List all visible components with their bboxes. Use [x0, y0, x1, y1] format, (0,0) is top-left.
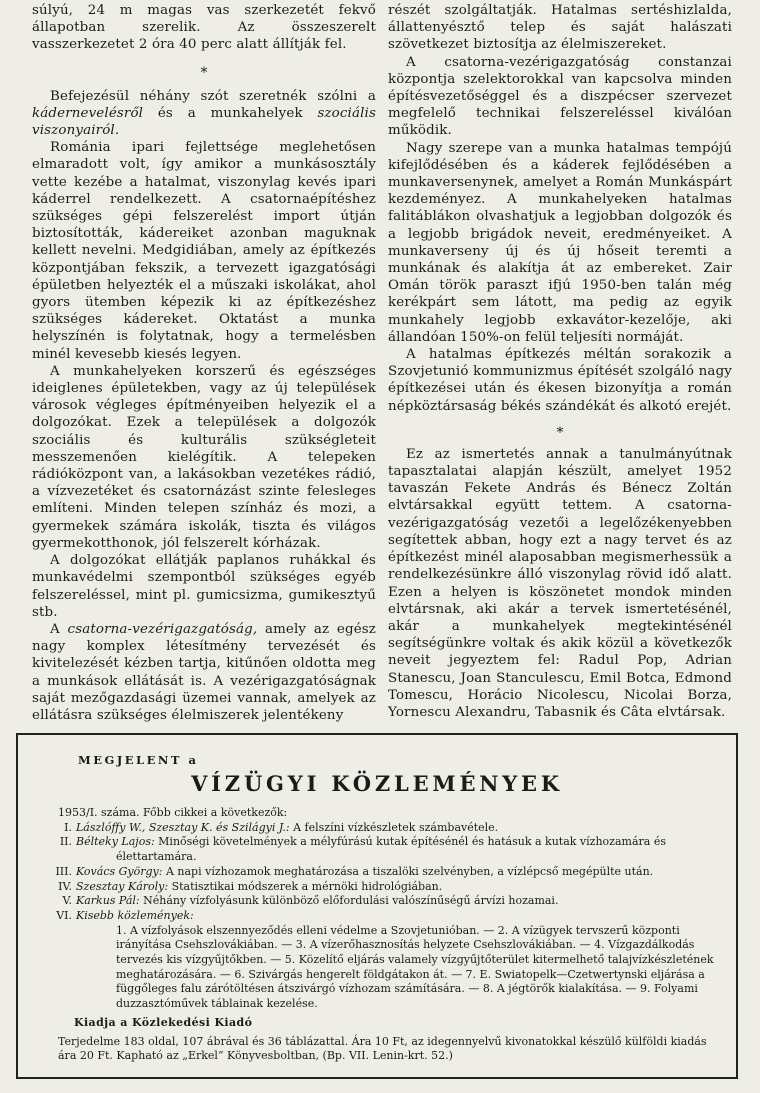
- emphasis: kádernevelésről: [32, 105, 144, 121]
- item-author: Kovács György:: [76, 864, 163, 878]
- emphasis: szociális viszonyairól.: [32, 105, 376, 139]
- item-title: A felszíni vízkészletek számbavétele.: [293, 820, 499, 834]
- item-author: Szesztay Károly:: [76, 879, 169, 893]
- price-footer: Terjedelme 183 oldal, 107 ábrával és 36 táblázattal. Ára 10 Ft, az idegennyelvű kivonatokkal készülő külföldi kiadás ára 20 Ft. Kapható az „Erkel” Könyvesboltban, (Bp. VII. Lenin-krt. 52.): [58, 1034, 707, 1063]
- contents-list: [55, 806, 722, 1064]
- right-column: [388, 2, 732, 724]
- paragraph: A csatorna-vezérigazgatóság constanzai központja szelektorokkal van kapcsolva minden építésvezetőséggel és a diszpécser szervezet megfelelő technikai felszereléssel kiválóan működik.: [388, 54, 732, 139]
- paragraph: Románia ipari fejlettsége meglehetősen elmaradott volt, így amikor a munkásosztály vette kezébe a hatalmat, viszonylag kevés ipari káderrel rendelkezett. A csatornaépítéshez szükséges gépi felszerelést import útján biztosították, kádereiket azonban maguknak kellett nevelni. Medgidiában, amely az építkezés központjában fekszik, a tervezett igazgatósági épületben helyezték el a műszaki iskolákat, ahol gyors ütemben képezik ki az építkezéshez szükséges kádereket. Oktatást a munka helyszínén is folytatnak, hogy a termelésben minél kevesebb kiesés legyen.: [32, 140, 376, 362]
- item-author: Karkus Pál:: [76, 894, 140, 908]
- paragraph: [32, 88, 376, 140]
- section-separator: *: [200, 64, 208, 81]
- item-number: I.: [64, 820, 72, 834]
- left-column: [32, 2, 376, 724]
- article-item: [58, 880, 722, 895]
- paragraph: A hatalmas építkezés méltán sorakozik a Szovjetunió kommunizmus építését szolgáló nagy építkezései után és ékesen bizonyítja a román népköztársaság békés szándékát és alkotó erejét.: [388, 347, 732, 414]
- journal-title: VÍZÜGYI KÖZLEMÉNYEK: [191, 771, 563, 796]
- section-separator: *: [556, 424, 564, 441]
- paragraph: súlyú, 24 m magas vas szerkezetét fekvő állapotban szerelik. Az összeszerelt vasszerkezetet 2 óra 40 perc alatt állítják fel.: [32, 3, 376, 53]
- article-item: [58, 894, 722, 909]
- item-number: IV.: [58, 879, 72, 893]
- item-number: III.: [55, 864, 72, 878]
- item-title: A napi vízhozamok meghatározása a tiszalöki szelvényben, a vízlépcső megépülte után.: [165, 864, 654, 878]
- publication-announcement-box: [16, 733, 738, 1079]
- item-number: II.: [59, 835, 72, 849]
- item-number: V.: [62, 894, 72, 908]
- item-title: Néhány vízfolyásunk különböző előfordulási valószínűségű árvízi hozamai.: [143, 894, 559, 908]
- article-items: [55, 820, 722, 909]
- announcement-label: MEGJELENT a: [78, 753, 199, 767]
- item-author: Bélteky Lajos:: [76, 835, 155, 849]
- article-item: [58, 835, 722, 864]
- article-item: [58, 821, 722, 836]
- article-columns: [32, 2, 732, 724]
- paragraph: A dolgozókat ellátják paplanos ruhákkal és munkavédelmi szempontból szükséges egyéb felszereléssel, mint pl. gumicsizma, gumikesztyű stb.: [32, 553, 376, 620]
- text-run: amely az egész nagy komplex létesítmény tervezését és kivitelezését kézben tartja, kitűnően oldotta meg a munkások ellátását is. A vezérigazgatóságnak saját mezőgazdasági üzemei vannak, amelyek az ellátásra szükséges élelmiszerek jelentékeny: [32, 621, 377, 723]
- paragraph: A munkahelyeken korszerű és egészséges ideiglenes épületekben, vagy az új települések városok végleges építményeiben helyezik el a dolgozókat. Ezek a települések a dolgozók szociális és kulturális szükségleteit messzemenően kielégítik. A telepeken rádióközpont van, a lakásokban vezetékes rádió, a vízvezetéket és csatornázást szinte felesleges említeni. Minden telepen színház és mozi, a gyermekek számára iskolák, tiszta és világos gyermekotthonok, jól felszerelt kórházak.: [32, 363, 376, 551]
- text-run: és a munkahelyek: [143, 105, 318, 121]
- article-item: [58, 909, 722, 924]
- item-author: Lászlóffy W., Szesztay K. és Szilágyi J.:: [76, 820, 290, 834]
- emphasis: csatorna-vezérigazgatóság,: [67, 621, 258, 637]
- text-run: A: [50, 621, 68, 637]
- publisher: Kiadja a Közlekedési Kiadó: [74, 1015, 253, 1029]
- contents-intro: 1953/I. száma. Főbb cikkei a következők:: [58, 806, 288, 819]
- text-run: Befejezésül néhány szót szeretnék szólni a: [50, 88, 376, 104]
- short-notes-list: 1. A vízfolyások elszennyeződés elleni védelme a Szovjetunióban. — 2. A vízügyek tervszerű központi irányítása Csehszlovákiában. — 3. A vízerőhasznosítás helyzete Csehszlovákiában. — 4. Vízgazdálkodás tervezés kis vízgyűjtőkben. — 5. Közelítő eljárás valamely vízgyűjtőterület kitermelhető talajvízkészletének meghatározására. — 6. Szivárgás hengerelt földgátakon át. — 7. E. Swiatopelk—Czetwertynski eljárása a függőleges falu zárótöltésen átszivárgó vízhozam számítására. — 8. A jégtörők kialakítása. — 9. Folyami duzzasztóművek táblainak kezelése.: [116, 923, 714, 1011]
- item-title: Minőségi követelmények a mélyfúrású kutak építésénél és hatásuk a kutak vízhozamára és élettartamára.: [116, 835, 666, 864]
- paragraph: Ez az ismertetés annak a tanulmányútnak tapasztalatai alapján készült, amelyet 1952 tavaszán Fekete András és Bénecz Zoltán elvtársakkal együtt tettem. A csatorna-vezérigazgatóság vezetői a legelőzékenyebben segítettek abban, hogy ezt a nagy tervet és az építkezést minél alaposabban megismerhessük a rendelkezésünkre álló viszonylag rövid idő alatt. Ezen a helyen is köszönetet mondok minden elvtársnak, aki akár a tervek ismertetésénél, akár a munkahelyek megtekintésénél segítségünkre voltak és akik közül a következők neveit jegyeztem fel: Radul Pop, Adrian Stanescu, Joan Stanculescu, Emil Botca, Edmond Tomescu, Horácio Nicolescu, Nicolai Borza, Yornescu Alexandru, Tabasnik és Câta elvtársak.: [388, 446, 732, 720]
- paragraph: részét szolgáltatják. Hatalmas sertéshizlalda, állattenyésztő telep és saját halászati szövetkezet biztosítja az élelmiszereket.: [388, 3, 732, 53]
- paragraph: [32, 621, 376, 724]
- item-title: Statisztikai módszerek a mérnöki hidrológiában.: [171, 879, 443, 893]
- paragraph: Nagy szerepe van a munka hatalmas tempójú kifejlődésében és a káderek fejlődésében a munkaversenynek, amelyet a Román Munkáspárt kezdeményez. A munkahelyeken hatalmas falitáblákon olvashatjuk a legjobban dolgozók és a legjobb brigádok neveit, eredményeiket. A munkaverseny új és új hőseit teremti a munkának és alakítja át az embereket. Zair Omán török paraszt ifjú 1950-ben talán még kerékpárt sem látott, ma pedig az egyik munkahely legjobb exkavátor-kezelője, aki állandóan 150%-on felül teljesíti normáját.: [388, 140, 732, 345]
- item-number: VI.: [56, 908, 72, 922]
- article-item: [55, 864, 722, 880]
- item-heading: Kisebb közlemények:: [76, 908, 194, 922]
